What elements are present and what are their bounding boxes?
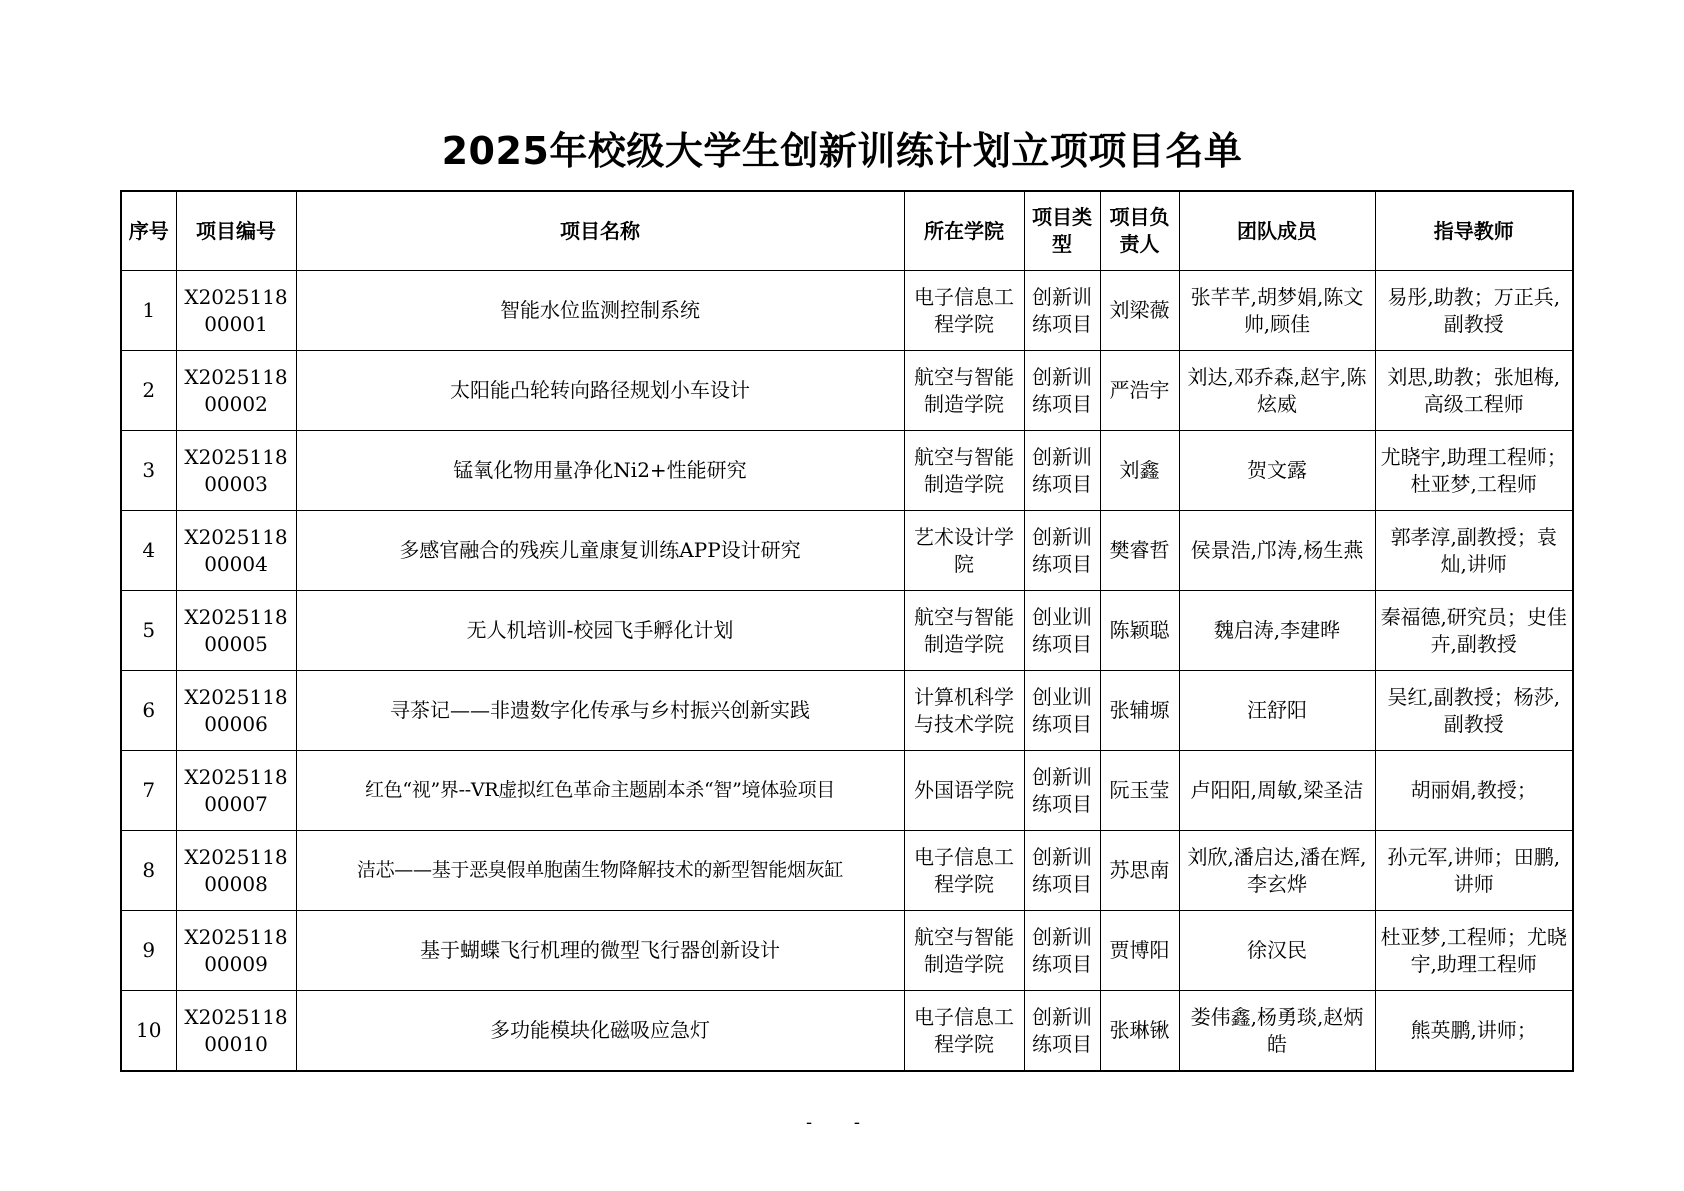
page-footer: - - xyxy=(806,1112,878,1133)
cell-advisors: 易彤,助教；万正兵,副教授 xyxy=(1375,271,1573,351)
cell-leader: 刘鑫 xyxy=(1100,431,1179,511)
cell-code: X202511800010 xyxy=(176,991,296,1072)
table-row xyxy=(121,991,1573,1072)
cell-leader: 张辅塬 xyxy=(1100,671,1179,751)
cell-members: 娄伟鑫,杨勇琰,赵炳皓 xyxy=(1179,991,1375,1072)
cell-code: X202511800002 xyxy=(176,351,296,431)
cell-name: 多功能模块化磁吸应急灯 xyxy=(296,991,904,1072)
table-row xyxy=(121,271,1573,351)
cell-type: 创新训练项目 xyxy=(1024,911,1100,991)
cell-leader: 贾博阳 xyxy=(1100,911,1179,991)
header-seq: 序号 xyxy=(121,191,176,271)
header-code: 项目编号 xyxy=(176,191,296,271)
cell-seq: 3 xyxy=(121,431,176,511)
cell-code: X202511800003 xyxy=(176,431,296,511)
cell-college: 电子信息工程学院 xyxy=(904,991,1024,1072)
table-header-row xyxy=(121,191,1573,271)
cell-code: X202511800007 xyxy=(176,751,296,831)
cell-college: 电子信息工程学院 xyxy=(904,271,1024,351)
table-row xyxy=(121,591,1573,671)
table-row xyxy=(121,751,1573,831)
cell-college: 电子信息工程学院 xyxy=(904,831,1024,911)
cell-type: 创新训练项目 xyxy=(1024,271,1100,351)
cell-seq: 1 xyxy=(121,271,176,351)
table-row xyxy=(121,511,1573,591)
cell-members: 刘达,邓乔森,赵宇,陈炫威 xyxy=(1179,351,1375,431)
cell-name: 基于蝴蝶飞行机理的微型飞行器创新设计 xyxy=(296,911,904,991)
page-title: 2025年校级大学生创新训练计划立项项目名单 xyxy=(441,129,1243,173)
cell-seq: 8 xyxy=(121,831,176,911)
cell-type: 创新训练项目 xyxy=(1024,511,1100,591)
table-body xyxy=(121,271,1573,1072)
cell-name: 红色“视”界--VR虚拟红色革命主题剧本杀“智”境体验项目 xyxy=(296,751,904,831)
cell-members: 卢阳阳,周敏,梁圣洁 xyxy=(1179,751,1375,831)
cell-advisors: 郭孝淳,副教授；袁灿,讲师 xyxy=(1375,511,1573,591)
cell-code: X202511800004 xyxy=(176,511,296,591)
header-type: 项目类型 xyxy=(1024,191,1100,271)
cell-code: X202511800009 xyxy=(176,911,296,991)
cell-name: 寻茶记——非遗数字化传承与乡村振兴创新实践 xyxy=(296,671,904,751)
cell-code: X202511800001 xyxy=(176,271,296,351)
cell-type: 创新训练项目 xyxy=(1024,831,1100,911)
header-name: 项目名称 xyxy=(296,191,904,271)
header-advisors: 指导教师 xyxy=(1375,191,1573,271)
cell-advisors: 杜亚梦,工程师；尤晓宇,助理工程师 xyxy=(1375,911,1573,991)
cell-name: 智能水位监测控制系统 xyxy=(296,271,904,351)
cell-type: 创新训练项目 xyxy=(1024,751,1100,831)
cell-members: 徐汉民 xyxy=(1179,911,1375,991)
cell-code: X202511800005 xyxy=(176,591,296,671)
table-row xyxy=(121,831,1573,911)
cell-leader: 陈颖聪 xyxy=(1100,591,1179,671)
cell-seq: 2 xyxy=(121,351,176,431)
cell-code: X202511800008 xyxy=(176,831,296,911)
cell-leader: 阮玉莹 xyxy=(1100,751,1179,831)
cell-advisors: 熊英鹏,讲师； xyxy=(1375,991,1573,1072)
cell-seq: 9 xyxy=(121,911,176,991)
project-list-table xyxy=(120,190,1574,1072)
cell-type: 创业训练项目 xyxy=(1024,671,1100,751)
cell-members: 汪舒阳 xyxy=(1179,671,1375,751)
cell-members: 刘欣,潘启达,潘在辉,李玄烨 xyxy=(1179,831,1375,911)
header-leader: 项目负责人 xyxy=(1100,191,1179,271)
cell-college: 艺术设计学院 xyxy=(904,511,1024,591)
cell-members: 贺文露 xyxy=(1179,431,1375,511)
cell-members: 侯景浩,邝涛,杨生燕 xyxy=(1179,511,1375,591)
cell-name: 洁芯——基于恶臭假单胞菌生物降解技术的新型智能烟灰缸 xyxy=(296,831,904,911)
cell-seq: 4 xyxy=(121,511,176,591)
cell-college: 航空与智能制造学院 xyxy=(904,911,1024,991)
cell-college: 航空与智能制造学院 xyxy=(904,351,1024,431)
cell-advisors: 秦福德,研究员；史佳卉,副教授 xyxy=(1375,591,1573,671)
cell-members: 魏启涛,李建晔 xyxy=(1179,591,1375,671)
cell-leader: 樊睿哲 xyxy=(1100,511,1179,591)
cell-advisors: 尤晓宇,助理工程师；杜亚梦,工程师 xyxy=(1375,431,1573,511)
cell-college: 计算机科学与技术学院 xyxy=(904,671,1024,751)
cell-college: 外国语学院 xyxy=(904,751,1024,831)
cell-seq: 5 xyxy=(121,591,176,671)
cell-leader: 苏思南 xyxy=(1100,831,1179,911)
cell-advisors: 胡丽娟,教授； xyxy=(1375,751,1573,831)
cell-advisors: 孙元军,讲师；田鹏,讲师 xyxy=(1375,831,1573,911)
cell-seq: 10 xyxy=(121,991,176,1072)
header-college: 所在学院 xyxy=(904,191,1024,271)
table-row xyxy=(121,911,1573,991)
cell-leader: 严浩宇 xyxy=(1100,351,1179,431)
table-row xyxy=(121,671,1573,751)
cell-type: 创新训练项目 xyxy=(1024,991,1100,1072)
cell-seq: 7 xyxy=(121,751,176,831)
cell-leader: 刘梁薇 xyxy=(1100,271,1179,351)
cell-name: 多感官融合的残疾儿童康复训练APP设计研究 xyxy=(296,511,904,591)
cell-code: X202511800006 xyxy=(176,671,296,751)
cell-name: 无人机培训-校园飞手孵化计划 xyxy=(296,591,904,671)
header-members: 团队成员 xyxy=(1179,191,1375,271)
table-row xyxy=(121,431,1573,511)
cell-type: 创新训练项目 xyxy=(1024,431,1100,511)
cell-college: 航空与智能制造学院 xyxy=(904,431,1024,511)
cell-advisors: 吴红,副教授；杨莎,副教授 xyxy=(1375,671,1573,751)
cell-college: 航空与智能制造学院 xyxy=(904,591,1024,671)
cell-seq: 6 xyxy=(121,671,176,751)
cell-advisors: 刘思,助教；张旭梅,高级工程师 xyxy=(1375,351,1573,431)
cell-type: 创新训练项目 xyxy=(1024,351,1100,431)
table-row xyxy=(121,351,1573,431)
cell-name: 锰氧化物用量净化Ni2+性能研究 xyxy=(296,431,904,511)
cell-members: 张芊芊,胡梦娟,陈文帅,顾佳 xyxy=(1179,271,1375,351)
cell-name: 太阳能凸轮转向路径规划小车设计 xyxy=(296,351,904,431)
cell-type: 创业训练项目 xyxy=(1024,591,1100,671)
cell-leader: 张琳锹 xyxy=(1100,991,1179,1072)
